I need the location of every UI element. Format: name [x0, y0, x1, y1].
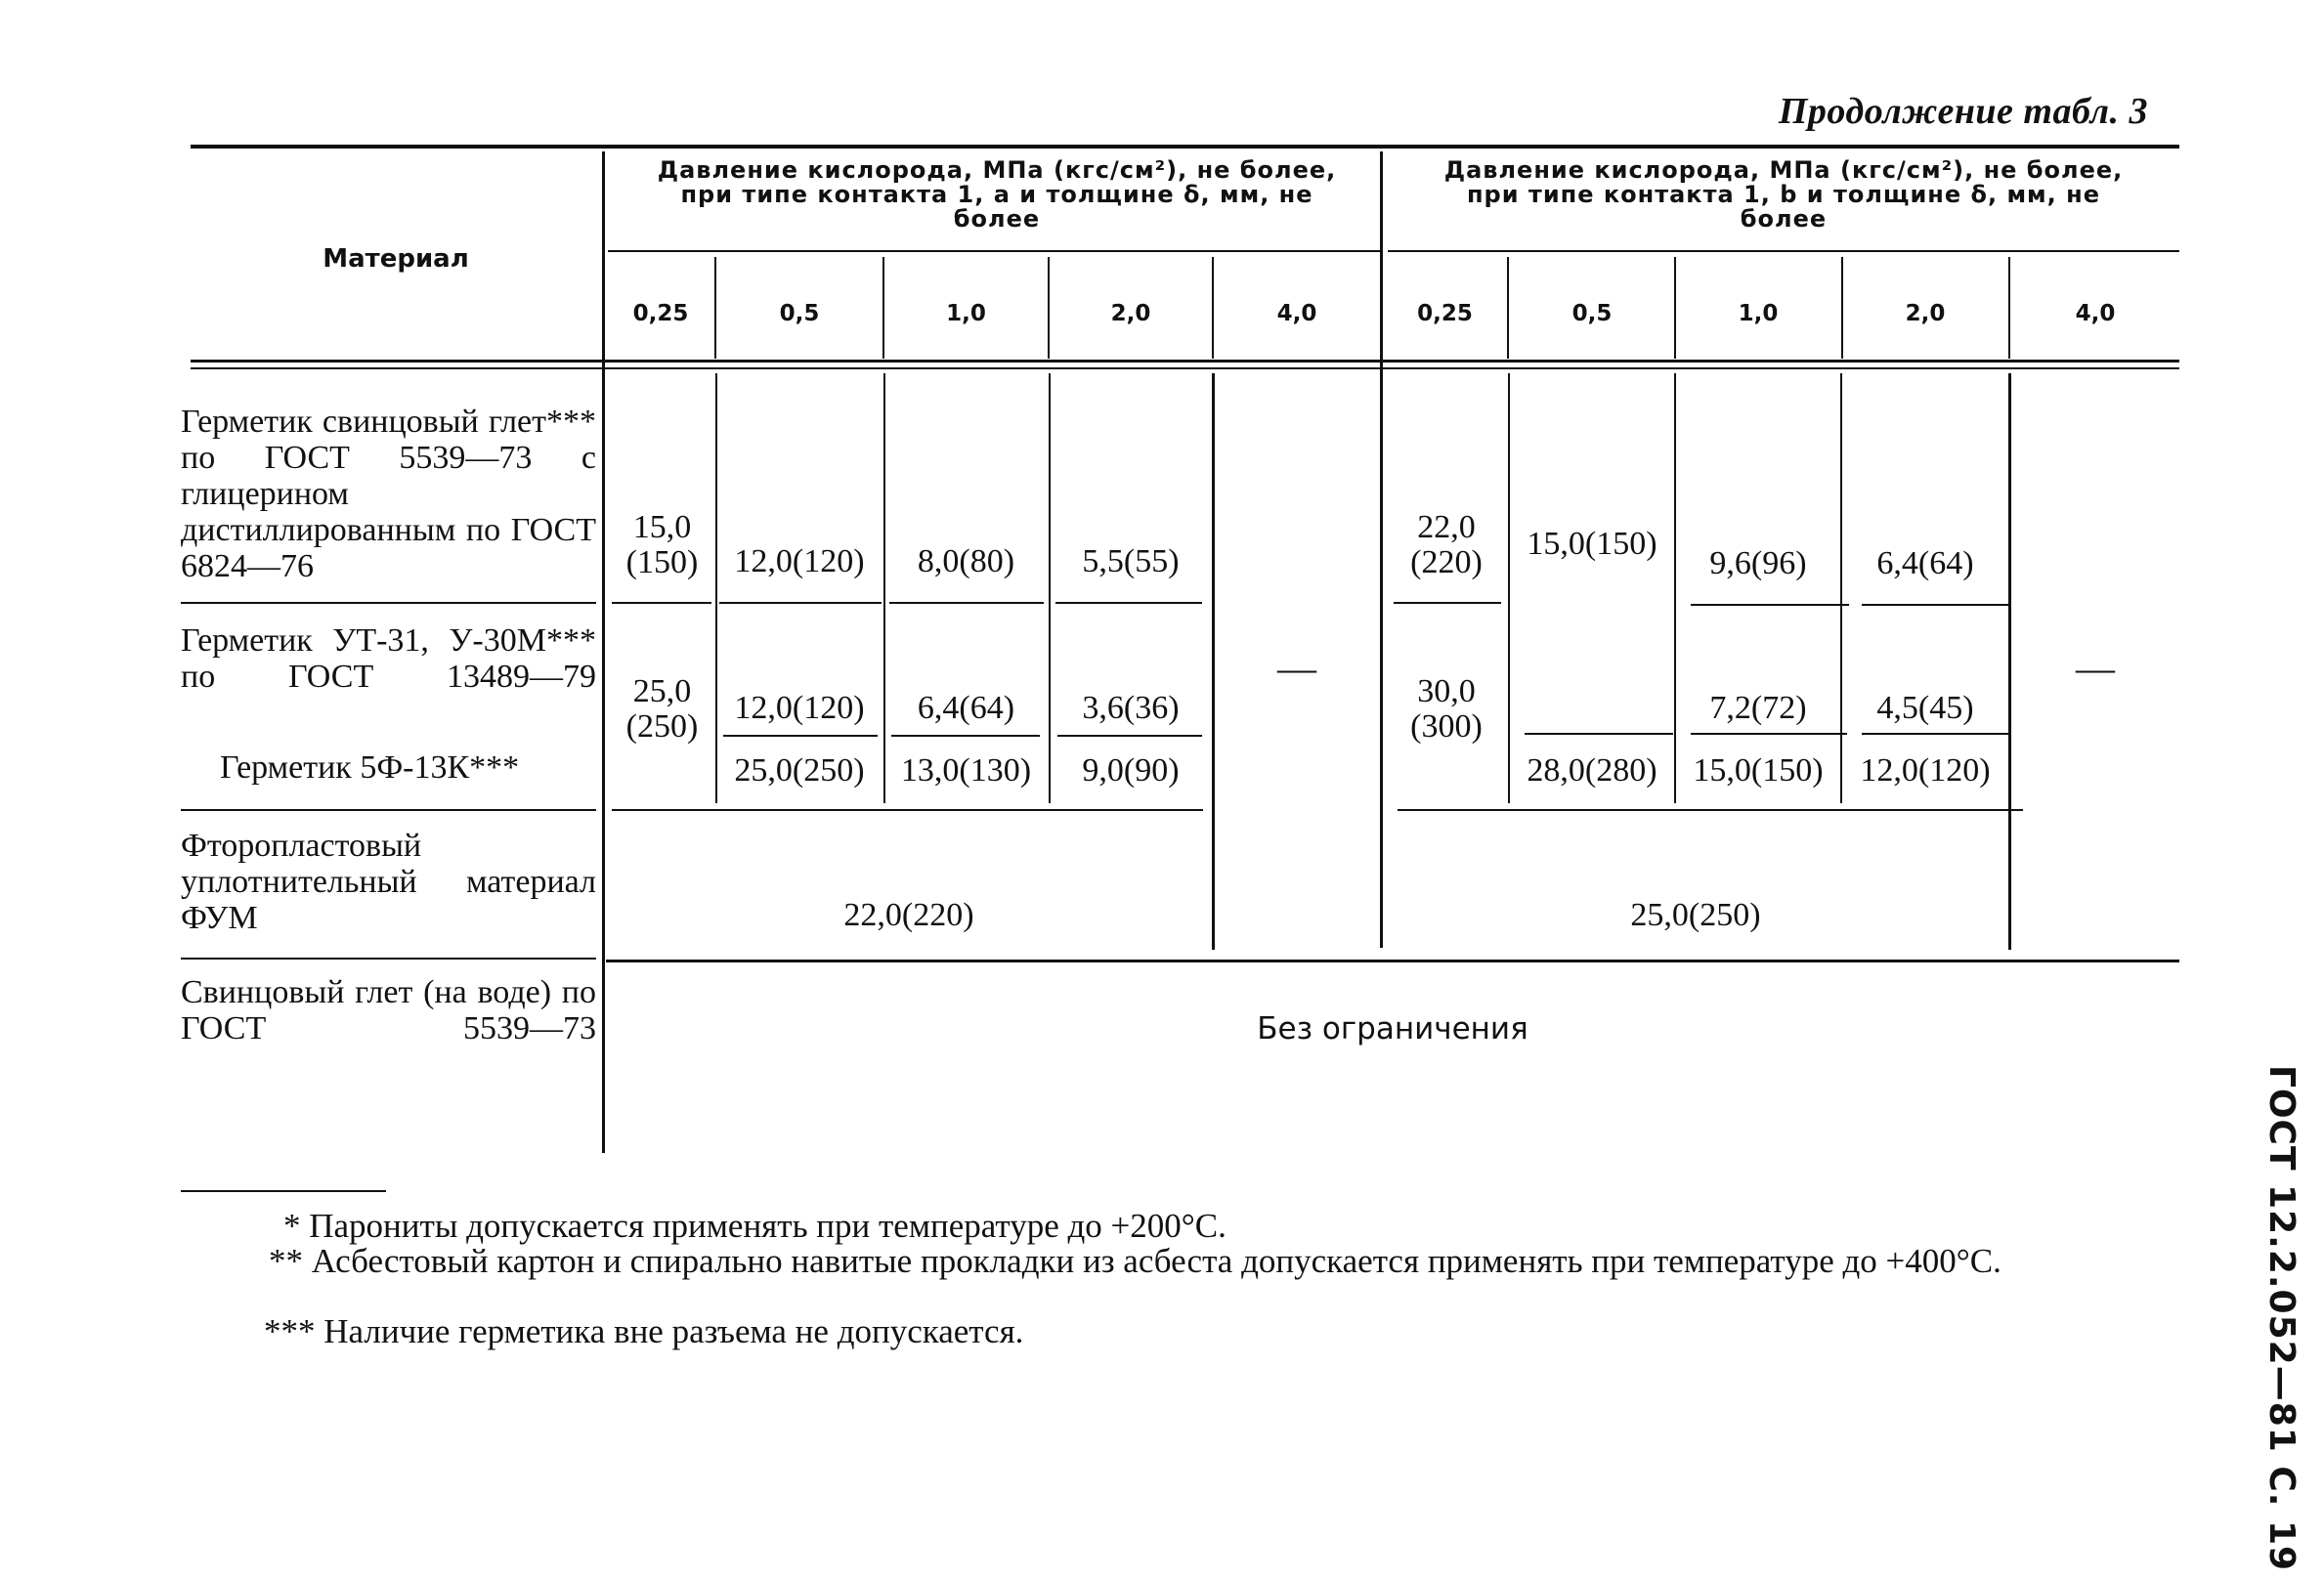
cell-r1-a025: 15,0 (150) — [625, 509, 699, 580]
cell-a10-row2-rule — [891, 735, 1040, 737]
cell-r2-a025: 25,0 (250) — [625, 673, 699, 745]
header-bottom-rule — [191, 360, 2179, 363]
cell-r2-a20: 3,6(36) — [1082, 690, 1180, 726]
cell-r2-b20: 4,5(45) — [1876, 690, 1974, 726]
group-a-header: Давление кислорода, МПа (кгс/см²), не более, при типе контакта 1, a и толщине δ, мм, не более — [657, 156, 1337, 233]
body-col-b10-rule — [1840, 373, 1842, 803]
body-col-b025-rule — [1508, 373, 1510, 803]
material-header: Материал — [323, 244, 469, 274]
cell-b10-row2-rule — [1691, 733, 1847, 735]
cell-r3-a10: 13,0(130) — [900, 752, 1032, 789]
cell-r1-b10: 9,6(96) — [1709, 545, 1807, 581]
thickness-b-10: 1,0 — [1738, 301, 1779, 326]
gost-page-label: ГОСТ 12.2.052—81 С. 19 — [2261, 1065, 2302, 1572]
group-b-header-rule — [1388, 250, 2179, 252]
cell-r1-a20: 5,5(55) — [1082, 543, 1180, 579]
material-row2: Герметик УТ-31, У-30М*** по ГОСТ 13489—79 — [181, 622, 596, 695]
cell-r1-b20: 6,4(64) — [1876, 545, 1974, 581]
table-top-rule — [191, 145, 2179, 149]
thickness-a-40: 4,0 — [1276, 301, 1317, 326]
cell-r3-a05: 25,0(250) — [734, 752, 865, 789]
cell-r1-b05: 15,0(150) — [1527, 526, 1657, 562]
cell-r1-b025: 22,0 (220) — [1410, 509, 1483, 580]
cell-r5-value: Без ограничения — [1257, 1011, 1528, 1046]
cell-a025-row1-rule — [612, 602, 711, 604]
cell-b20-row2-rule — [1862, 733, 2008, 735]
cell-r4-b: 25,0(250) — [1630, 897, 1761, 933]
group-a-header-rule — [608, 250, 1380, 252]
thickness-a-05: 0,5 — [779, 301, 820, 326]
cell-r3-b10: 15,0(150) — [1693, 752, 1824, 789]
material-row5: Свинцовый глет (на воде) по ГОСТ 5539—73 — [181, 974, 596, 1046]
cell-a20-row1-rule — [1055, 602, 1202, 604]
values-row4-rule — [606, 960, 2179, 962]
body-col-a10-rule — [1049, 373, 1051, 803]
body-col-b05-rule — [1674, 373, 1676, 803]
header-bottom-rule-2 — [191, 367, 2179, 369]
cell-b10-row1-rule — [1691, 604, 1849, 606]
cell-r3-a20: 9,0(90) — [1082, 752, 1180, 789]
thickness-b-20: 2,0 — [1905, 301, 1946, 326]
cell-a10-row1-rule — [889, 602, 1044, 604]
cell-r2-b10: 7,2(72) — [1709, 690, 1807, 726]
footnote-2: ** Асбестовый картон и спирально навитые прокладки из асбеста допускается применять при температуре до +400°С. — [269, 1242, 2001, 1280]
material-row3-rule — [181, 809, 596, 811]
thickness-a-10: 1,0 — [946, 301, 986, 326]
thickness-a-025: 0,25 — [632, 301, 689, 326]
cell-r3-b05: 28,0(280) — [1527, 752, 1657, 789]
cell-r2-a05: 12,0(120) — [734, 690, 865, 726]
cell-r1-a10: 8,0(80) — [917, 543, 1015, 579]
body-col-a05-rule — [883, 373, 885, 803]
material-row1-rule — [181, 602, 596, 604]
cell-r2-b025: 30,0 (300) — [1410, 673, 1483, 745]
thickness-b-025: 0,25 — [1417, 301, 1473, 326]
group-a-row3-rule — [612, 809, 1203, 811]
table-continuation-caption: Продолжение табл. 3 — [1778, 91, 2148, 132]
footnote-3: *** Наличие герметика вне разъема не допускается. — [264, 1312, 1024, 1350]
cell-b20-row1-rule — [1862, 604, 2010, 606]
cell-r4-a: 22,0(220) — [843, 897, 974, 933]
thickness-a-20: 2,0 — [1110, 301, 1151, 326]
body-col-a025-rule — [715, 373, 717, 803]
thickness-b-05: 0,5 — [1571, 301, 1613, 326]
cell-a05-row2-rule — [723, 735, 878, 737]
footnote-separator — [181, 1190, 386, 1192]
cell-r1-a05: 12,0(120) — [734, 543, 865, 579]
col-b025-rule — [1507, 257, 1509, 359]
cell-r3-b20: 12,0(120) — [1860, 752, 1991, 789]
material-row4: Фторопластовый уплотнительный материал ФУМ — [181, 828, 596, 936]
dash-b40: — — [2076, 646, 2115, 690]
material-row3: Герметик 5Ф-13К*** — [220, 749, 520, 786]
group-b-row3-rule — [1398, 809, 2023, 811]
material-row4-rule — [181, 958, 596, 960]
dash-a40: — — [1277, 646, 1316, 690]
footnote-1: * Парониты допускается применять при температуре до +200°С. — [283, 1207, 1227, 1245]
cell-a05-row1-rule — [719, 602, 882, 604]
material-column-rule — [602, 151, 605, 1153]
cell-b025-row1-rule — [1394, 602, 1501, 604]
thickness-b-40: 4,0 — [2075, 301, 2116, 326]
group-b-header: Давление кислорода, МПа (кгс/см²), не более, при типе контакта 1, b и толщине δ, мм, не более — [1443, 156, 2124, 233]
group-divider-rule — [1380, 151, 1383, 948]
cell-a20-row2-rule — [1057, 735, 1202, 737]
cell-b05-row2-rule — [1525, 733, 1673, 735]
cell-r2-a10: 6,4(64) — [917, 690, 1015, 726]
material-row1: Герметик свинцовый глет*** по ГОСТ 5539—73 с глицерином дистиллированным по ГОСТ 6824—76 — [181, 404, 596, 584]
col-b20-rule — [2008, 257, 2010, 359]
